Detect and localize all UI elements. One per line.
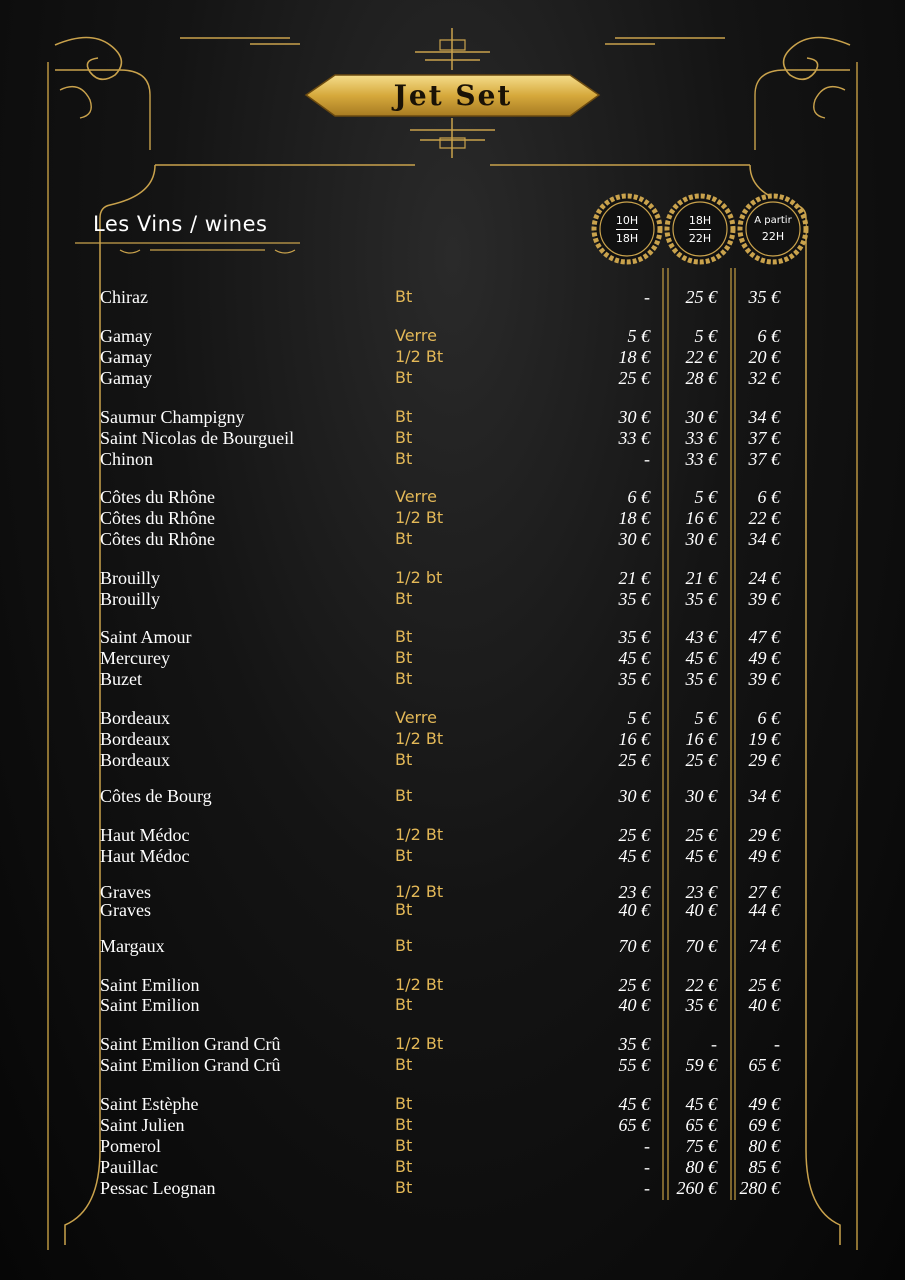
price-after-22h: 32 € bbox=[748, 368, 780, 388]
wine-name: Pauillac bbox=[100, 1157, 158, 1177]
wine-size: Bt bbox=[395, 449, 413, 468]
price-10h-18h: 45 € bbox=[618, 648, 650, 668]
price-10h-18h: 18 € bbox=[618, 508, 650, 528]
wine-size: 1/2 Bt bbox=[395, 825, 444, 844]
price-10h-18h: 35 € bbox=[618, 669, 650, 689]
price-after-22h: 20 € bbox=[748, 347, 780, 367]
price-18h-22h: 22 € bbox=[685, 347, 717, 367]
price-10h-18h: 30 € bbox=[618, 786, 650, 806]
price-18h-22h: 35 € bbox=[685, 669, 717, 689]
wine-size: Bt bbox=[395, 589, 413, 608]
price-18h-22h: 5 € bbox=[694, 487, 717, 507]
price-after-22h: 34 € bbox=[748, 786, 780, 806]
price-18h-22h: 75 € bbox=[685, 1136, 717, 1156]
price-after-22h: 6 € bbox=[757, 326, 780, 346]
price-10h-18h: 25 € bbox=[618, 825, 650, 845]
wine-name: Chinon bbox=[100, 449, 154, 469]
price-18h-22h: 21 € bbox=[685, 568, 717, 588]
wine-name: Margaux bbox=[100, 936, 165, 956]
wine-size: 1/2 Bt bbox=[395, 975, 444, 994]
price-10h-18h: - bbox=[644, 1178, 650, 1198]
price-18h-22h: 25 € bbox=[685, 825, 717, 845]
price-10h-18h: 40 € bbox=[618, 995, 650, 1015]
price-18h-22h: 65 € bbox=[685, 1115, 717, 1135]
wine-size: Bt bbox=[395, 1157, 413, 1176]
brand-name: Jet Set bbox=[393, 78, 513, 112]
wine-size: Verre bbox=[395, 487, 437, 506]
wine-size: Bt bbox=[395, 846, 413, 865]
wine-size: Bt bbox=[395, 786, 413, 805]
price-after-22h: 280 € bbox=[739, 1178, 780, 1198]
price-after-22h: 39 € bbox=[748, 669, 780, 689]
price-18h-22h: 260 € bbox=[676, 1178, 717, 1198]
wine-name: Haut Médoc bbox=[100, 846, 190, 866]
price-after-22h: 74 € bbox=[748, 936, 780, 956]
price-after-22h: 34 € bbox=[748, 529, 780, 549]
wine-size: Verre bbox=[395, 326, 437, 345]
wine-name: Saumur Champigny bbox=[100, 407, 245, 427]
wine-name: Bordeaux bbox=[100, 729, 170, 749]
price-after-22h: 80 € bbox=[748, 1136, 780, 1156]
price-10h-18h: 5 € bbox=[627, 708, 650, 728]
wine-name: Côtes du Rhône bbox=[100, 508, 215, 528]
price-after-22h: 27 € bbox=[748, 882, 780, 902]
price-18h-22h: 80 € bbox=[685, 1157, 717, 1177]
price-10h-18h: 35 € bbox=[618, 1034, 650, 1054]
price-10h-18h: 5 € bbox=[627, 326, 650, 346]
wine-size: Bt bbox=[395, 648, 413, 667]
price-10h-18h: 45 € bbox=[618, 846, 650, 866]
wine-name: Gamay bbox=[100, 347, 152, 367]
price-10h-18h: 30 € bbox=[618, 407, 650, 427]
wine-size: Bt bbox=[395, 428, 413, 447]
wine-size: Bt bbox=[395, 936, 413, 955]
price-after-22h: 37 € bbox=[748, 449, 780, 469]
price-after-22h: 22 € bbox=[748, 508, 780, 528]
wine-size: Bt bbox=[395, 1055, 413, 1074]
price-18h-22h: 45 € bbox=[685, 1094, 717, 1114]
price-10h-18h: 25 € bbox=[618, 368, 650, 388]
wine-size: 1/2 Bt bbox=[395, 508, 444, 527]
price-after-22h: 29 € bbox=[748, 750, 780, 770]
price-10h-18h: 30 € bbox=[618, 529, 650, 549]
price-18h-22h: 33 € bbox=[685, 428, 717, 448]
price-18h-22h: 22 € bbox=[685, 975, 717, 995]
wine-name: Saint Nicolas de Bourgueil bbox=[100, 428, 295, 448]
price-after-22h: 6 € bbox=[757, 708, 780, 728]
wine-size: Bt bbox=[395, 529, 413, 548]
price-10h-18h: 65 € bbox=[618, 1115, 650, 1135]
price-after-22h: 34 € bbox=[748, 407, 780, 427]
price-10h-18h: - bbox=[644, 287, 650, 307]
price-after-22h: 65 € bbox=[748, 1055, 780, 1075]
price-after-22h: 47 € bbox=[748, 627, 780, 647]
time-badge-2: 18H 22H bbox=[688, 213, 712, 245]
wine-name: Graves bbox=[100, 882, 151, 902]
wine-name: Haut Médoc bbox=[100, 825, 190, 845]
wine-size: Bt bbox=[395, 1094, 413, 1113]
price-18h-22h: 43 € bbox=[685, 627, 717, 647]
wine-size: Bt bbox=[395, 669, 413, 688]
price-18h-22h: 5 € bbox=[694, 708, 717, 728]
price-after-22h: 49 € bbox=[748, 648, 780, 668]
wine-name: Bordeaux bbox=[100, 708, 170, 728]
wine-name: Bordeaux bbox=[100, 750, 170, 770]
wine-size: 1/2 bt bbox=[395, 568, 443, 587]
price-after-22h: 29 € bbox=[748, 825, 780, 845]
price-10h-18h: 25 € bbox=[618, 750, 650, 770]
price-18h-22h: 5 € bbox=[694, 326, 717, 346]
price-18h-22h: 16 € bbox=[685, 729, 717, 749]
price-10h-18h: 23 € bbox=[618, 882, 650, 902]
wine-name: Pomerol bbox=[100, 1136, 161, 1156]
wine-name: Saint Estèphe bbox=[100, 1094, 199, 1114]
price-18h-22h: 30 € bbox=[685, 407, 717, 427]
price-10h-18h: 35 € bbox=[618, 627, 650, 647]
price-10h-18h: 45 € bbox=[618, 1094, 650, 1114]
wine-name: Saint Amour bbox=[100, 627, 192, 647]
price-after-22h: 49 € bbox=[748, 846, 780, 866]
wine-name: Côtes de Bourg bbox=[100, 786, 212, 806]
price-10h-18h: - bbox=[644, 1136, 650, 1156]
price-18h-22h: 45 € bbox=[685, 846, 717, 866]
wine-name: Buzet bbox=[100, 669, 142, 689]
price-after-22h: 49 € bbox=[748, 1094, 780, 1114]
wine-size: 1/2 Bt bbox=[395, 729, 444, 748]
price-18h-22h: 70 € bbox=[685, 936, 717, 956]
wine-size: Bt bbox=[395, 750, 413, 769]
price-after-22h: 37 € bbox=[748, 428, 780, 448]
price-18h-22h: 16 € bbox=[685, 508, 717, 528]
price-10h-18h: - bbox=[644, 1157, 650, 1177]
wine-size: 1/2 Bt bbox=[395, 347, 444, 366]
price-10h-18h: 40 € bbox=[618, 900, 650, 920]
wine-name: Gamay bbox=[100, 368, 152, 388]
wine-name: Chiraz bbox=[100, 287, 148, 307]
wine-name: Pessac Leognan bbox=[100, 1178, 216, 1198]
wine-size: Bt bbox=[395, 995, 413, 1014]
logo bbox=[308, 72, 598, 118]
price-after-22h: 85 € bbox=[748, 1157, 780, 1177]
price-after-22h: 19 € bbox=[748, 729, 780, 749]
price-18h-22h: 45 € bbox=[685, 648, 717, 668]
price-18h-22h: 30 € bbox=[685, 529, 717, 549]
time-badge-1: 10H 18H bbox=[615, 213, 639, 245]
wine-name: Saint Emilion Grand Crû bbox=[100, 1055, 281, 1075]
wine-name: Gamay bbox=[100, 326, 152, 346]
wine-name: Saint Julien bbox=[100, 1115, 185, 1135]
price-18h-22h: 40 € bbox=[685, 900, 717, 920]
price-18h-22h: 35 € bbox=[685, 995, 717, 1015]
section-title: Les Vins / wines bbox=[93, 212, 268, 236]
wine-name: Saint Emilion bbox=[100, 975, 200, 995]
price-18h-22h: - bbox=[711, 1034, 717, 1054]
price-10h-18h: 33 € bbox=[618, 428, 650, 448]
price-10h-18h: 55 € bbox=[618, 1055, 650, 1075]
time-badge-3: A partir 22H bbox=[754, 215, 792, 243]
wine-size: Bt bbox=[395, 1136, 413, 1155]
price-after-22h: 35 € bbox=[748, 287, 780, 307]
price-10h-18h: 35 € bbox=[618, 589, 650, 609]
price-10h-18h: 70 € bbox=[618, 936, 650, 956]
wine-name: Saint Emilion Grand Crû bbox=[100, 1034, 281, 1054]
wine-size: Bt bbox=[395, 368, 413, 387]
wine-name: Graves bbox=[100, 900, 151, 920]
price-after-22h: - bbox=[774, 1034, 780, 1054]
price-18h-22h: 25 € bbox=[685, 287, 717, 307]
price-10h-18h: 16 € bbox=[618, 729, 650, 749]
price-18h-22h: 35 € bbox=[685, 589, 717, 609]
price-after-22h: 6 € bbox=[757, 487, 780, 507]
wine-size: Verre bbox=[395, 708, 437, 727]
wine-name: Saint Emilion bbox=[100, 995, 200, 1015]
price-after-22h: 69 € bbox=[748, 1115, 780, 1135]
price-after-22h: 44 € bbox=[748, 900, 780, 920]
wine-name: Brouilly bbox=[100, 568, 161, 588]
price-18h-22h: 25 € bbox=[685, 750, 717, 770]
price-10h-18h: 25 € bbox=[618, 975, 650, 995]
wine-name: Côtes du Rhône bbox=[100, 529, 215, 549]
wine-size: Bt bbox=[395, 900, 413, 919]
wine-size: Bt bbox=[395, 287, 413, 306]
price-10h-18h: - bbox=[644, 449, 650, 469]
wine-size: Bt bbox=[395, 627, 413, 646]
wine-size: 1/2 Bt bbox=[395, 882, 444, 901]
price-after-22h: 40 € bbox=[748, 995, 780, 1015]
price-10h-18h: 6 € bbox=[627, 487, 650, 507]
price-10h-18h: 21 € bbox=[618, 568, 650, 588]
wine-size: 1/2 Bt bbox=[395, 1034, 444, 1053]
price-10h-18h: 18 € bbox=[618, 347, 650, 367]
wine-size: Bt bbox=[395, 407, 413, 426]
price-18h-22h: 23 € bbox=[685, 882, 717, 902]
price-18h-22h: 30 € bbox=[685, 786, 717, 806]
wine-name: Mercurey bbox=[100, 648, 170, 668]
price-18h-22h: 28 € bbox=[685, 368, 717, 388]
price-after-22h: 39 € bbox=[748, 589, 780, 609]
wine-name: Côtes du Rhône bbox=[100, 487, 215, 507]
price-18h-22h: 59 € bbox=[685, 1055, 717, 1075]
price-after-22h: 25 € bbox=[748, 975, 780, 995]
wine-size: Bt bbox=[395, 1115, 413, 1134]
price-after-22h: 24 € bbox=[748, 568, 780, 588]
wine-name: Brouilly bbox=[100, 589, 161, 609]
wine-size: Bt bbox=[395, 1178, 413, 1197]
price-18h-22h: 33 € bbox=[685, 449, 717, 469]
